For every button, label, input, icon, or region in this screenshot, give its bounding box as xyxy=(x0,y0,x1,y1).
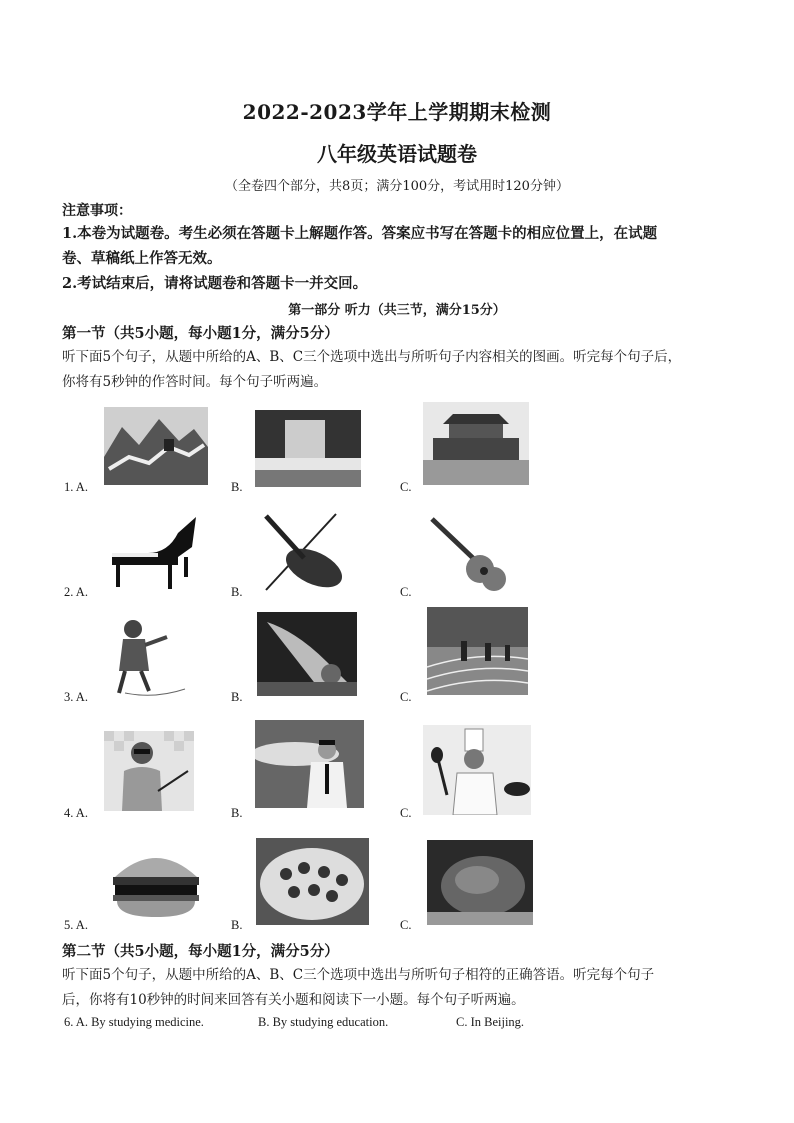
pilot-picture[interactable] xyxy=(255,720,364,808)
hamburger-icon xyxy=(109,845,203,921)
q4-option-c-label: C. xyxy=(400,806,412,820)
q2-option-a-label: 2. A. xyxy=(64,585,88,599)
chef-picture[interactable] xyxy=(423,725,531,815)
section-1-instruction-line-1: 听下面5个句子，从题中所给的A、B、C三个选项中选出与所听句子内容相关的图画。听完每个句子后， xyxy=(62,349,682,365)
exam-title: 2022-2023学年上学期期末检测 xyxy=(242,100,552,124)
great-wall-icon xyxy=(104,407,208,485)
dumplings-picture[interactable] xyxy=(256,838,369,925)
singer-icon xyxy=(105,615,195,699)
chef-icon xyxy=(423,725,531,815)
teacher-icon xyxy=(104,731,194,811)
pilot-icon xyxy=(255,720,364,808)
q5-option-c-label: C. xyxy=(400,918,412,932)
notice-heading: 注意事项： xyxy=(62,203,132,219)
q6-option-a: 6. A. By studying medicine. xyxy=(64,1015,204,1029)
great-wall-picture[interactable] xyxy=(104,407,208,485)
q3-option-a-label: 3. A. xyxy=(64,690,88,704)
q1-option-a-label: 1. A. xyxy=(64,480,88,494)
notice-item-1-line-1: 1.本卷为试题卷。考生必须在答题卡上解题作答。答案应书写在答题卡的相应位置上，在试题 xyxy=(62,225,658,242)
q4-option-b-label: B. xyxy=(231,806,243,820)
roast-chicken-icon xyxy=(427,840,533,925)
q6-option-b: B. By studying education. xyxy=(258,1015,389,1029)
section-1-heading: 第一节（共5小题，每小题1分，满分5分） xyxy=(62,325,339,342)
singer-picture[interactable] xyxy=(105,615,195,699)
teacher-picture[interactable] xyxy=(104,731,194,811)
notice-item-2: 2.考试结束后，请将试题卷和答题卡一并交回。 xyxy=(62,275,368,292)
swimmer-icon xyxy=(257,612,357,696)
piano-icon xyxy=(108,513,200,593)
q1-option-c-label: C. xyxy=(400,480,412,494)
q6-option-c: C. In Beijing. xyxy=(456,1015,525,1029)
q1-option-b-label: B. xyxy=(231,480,243,494)
tiananmen-icon xyxy=(423,402,529,485)
q5-option-b-label: B. xyxy=(231,918,243,932)
piano-picture[interactable] xyxy=(108,513,200,593)
tiananmen-picture[interactable] xyxy=(423,402,529,485)
guitar-icon xyxy=(428,515,510,591)
part-1-heading: 第一部分 听力（共三节，满分15分） xyxy=(288,303,506,318)
section-2-instruction-line-1: 听下面5个句子，从题中所给的A、B、C三个选项中选出与所听句子相符的正确答语。听完每个句子 xyxy=(62,967,655,983)
q4-option-a-label: 4. A. xyxy=(64,806,88,820)
q2-option-b-label: B. xyxy=(231,585,243,599)
guitar-picture[interactable] xyxy=(428,515,510,591)
runners-icon xyxy=(427,607,528,695)
hamburger-picture[interactable] xyxy=(109,845,203,921)
waterfall-picture[interactable] xyxy=(255,410,361,487)
swimmer-picture[interactable] xyxy=(257,612,357,696)
roast-chicken-picture[interactable] xyxy=(427,840,533,925)
q5-option-a-label: 5. A. xyxy=(64,918,88,932)
q3-option-b-label: B. xyxy=(231,690,243,704)
violin-picture[interactable] xyxy=(256,512,354,592)
section-1-instruction-line-2: 你将有5秒钟的作答时间。每个句子听两遍。 xyxy=(62,374,328,390)
waterfall-icon xyxy=(255,410,361,487)
notice-item-1-line-2: 卷、草稿纸上作答无效。 xyxy=(62,250,222,267)
section-2-heading: 第二节（共5小题，每小题1分，满分5分） xyxy=(62,943,339,960)
q2-option-c-label: C. xyxy=(400,585,412,599)
runners-picture[interactable] xyxy=(427,607,528,695)
exam-subtitle: 八年级英语试题卷 xyxy=(317,142,477,166)
exam-note: （全卷四个部分，共8页；满分100分，考试用时120分钟） xyxy=(225,179,569,194)
dumplings-icon xyxy=(256,838,369,925)
section-2-instruction-line-2: 后，你将有10秒钟的时间来回答有关小题和阅读下一小题。每个句子听两遍。 xyxy=(62,992,525,1008)
q3-option-c-label: C. xyxy=(400,690,412,704)
violin-icon xyxy=(256,512,354,592)
